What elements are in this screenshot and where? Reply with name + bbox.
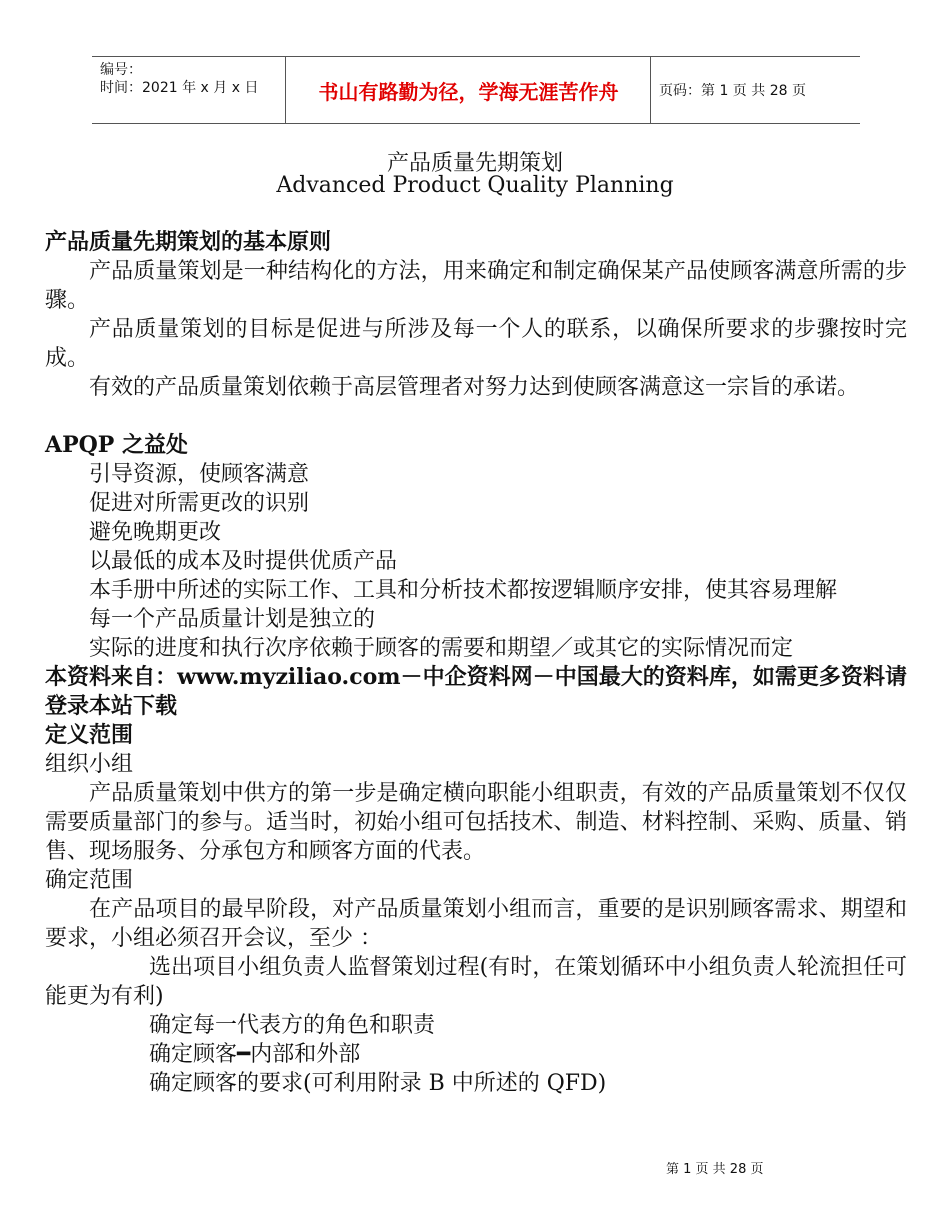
paragraph: 有效的产品质量策划依赖于高层管理者对努力达到使顾客满意这一宗旨的承诺。 — [89, 375, 860, 400]
paragraph: 在产品项目的最早阶段，对产品质量策划小组而言，重要的是识别顾客需求、期望和要求，小组必须召开会议，至少 ： — [45, 897, 907, 951]
header-table — [92, 56, 860, 124]
benefit-item: 实际的进度和执行次序依赖于顾客的需要和期望／或其它的实际情况而定 — [89, 636, 794, 661]
scope-item: 确定每一代表方的角色和职责 — [149, 1013, 436, 1038]
scope-heading: 定义范围 — [45, 722, 134, 748]
benefit-item: 避免晚期更改 — [89, 520, 222, 545]
scope-item: 确定顾客━内部和外部 — [149, 1042, 361, 1067]
benefit-item: 促进对所需更改的识别 — [89, 491, 310, 516]
header-meta — [92, 57, 286, 123]
document-body — [45, 228, 907, 1098]
paragraph: 产品质量策划的目标是促进与所涉及每一个人的联系，以确保所要求的步骤按时完成。 — [45, 317, 907, 371]
title-chinese: 产品质量先期策划 — [386, 151, 563, 176]
benefits-heading: APQP 之益处 — [45, 432, 188, 458]
paragraph: 产品质量策划是一种结构化的方法，用来确定和制定确保某产品使顾客满意所需的步骤。 — [45, 259, 907, 313]
scope-item: 确定顾客的要求(可利用附录 B 中所述的 QFD) — [149, 1071, 607, 1096]
source-note: 本资料来自：www.myziliao.com－中企资料网－中国最大的资料库，如需更多资料请登录本站下载 — [45, 664, 907, 719]
time-label: 时间：2021 年 x 月 x 日 — [100, 80, 259, 96]
paragraph: 产品质量策划中供方的第一步是确定横向职能小组职责，有效的产品质量策划不仅仅需要质量部门的参与。适当时，初始小组可包括技术、制造、材料控制、采购、质量、销售、现场服务、分承包方和顾客方面的代表。 — [45, 781, 907, 864]
benefit-item: 每一个产品质量计划是独立的 — [89, 607, 376, 632]
header-motto: 书山有路勤为径，学海无涯苦作舟 — [287, 57, 651, 123]
scope-item: 选出项目小组负责人监督策划过程(有时，在策划循环中小组负责人轮流担任可能更为有利) — [45, 955, 907, 1009]
benefit-item: 引导资源，使顾客满意 — [89, 462, 310, 487]
principles-heading: 产品质量先期策划的基本原则 — [45, 229, 332, 255]
scope-label: 确定范围 — [45, 868, 134, 893]
page-footer: 第 1 页 共 28 页 — [666, 1162, 764, 1177]
team-label: 组织小组 — [45, 752, 134, 777]
serial-label: 编号： — [100, 62, 142, 78]
benefit-item: 以最低的成本及时提供优质产品 — [89, 549, 398, 574]
header-page-info: 页码：第 1 页 共 28 页 — [659, 83, 806, 99]
title-english: Advanced Product Quality Planning — [276, 173, 674, 198]
benefit-item: 本手册中所述的实际工作、工具和分析技术都按逻辑顺序安排，使其容易理解 — [89, 578, 838, 603]
